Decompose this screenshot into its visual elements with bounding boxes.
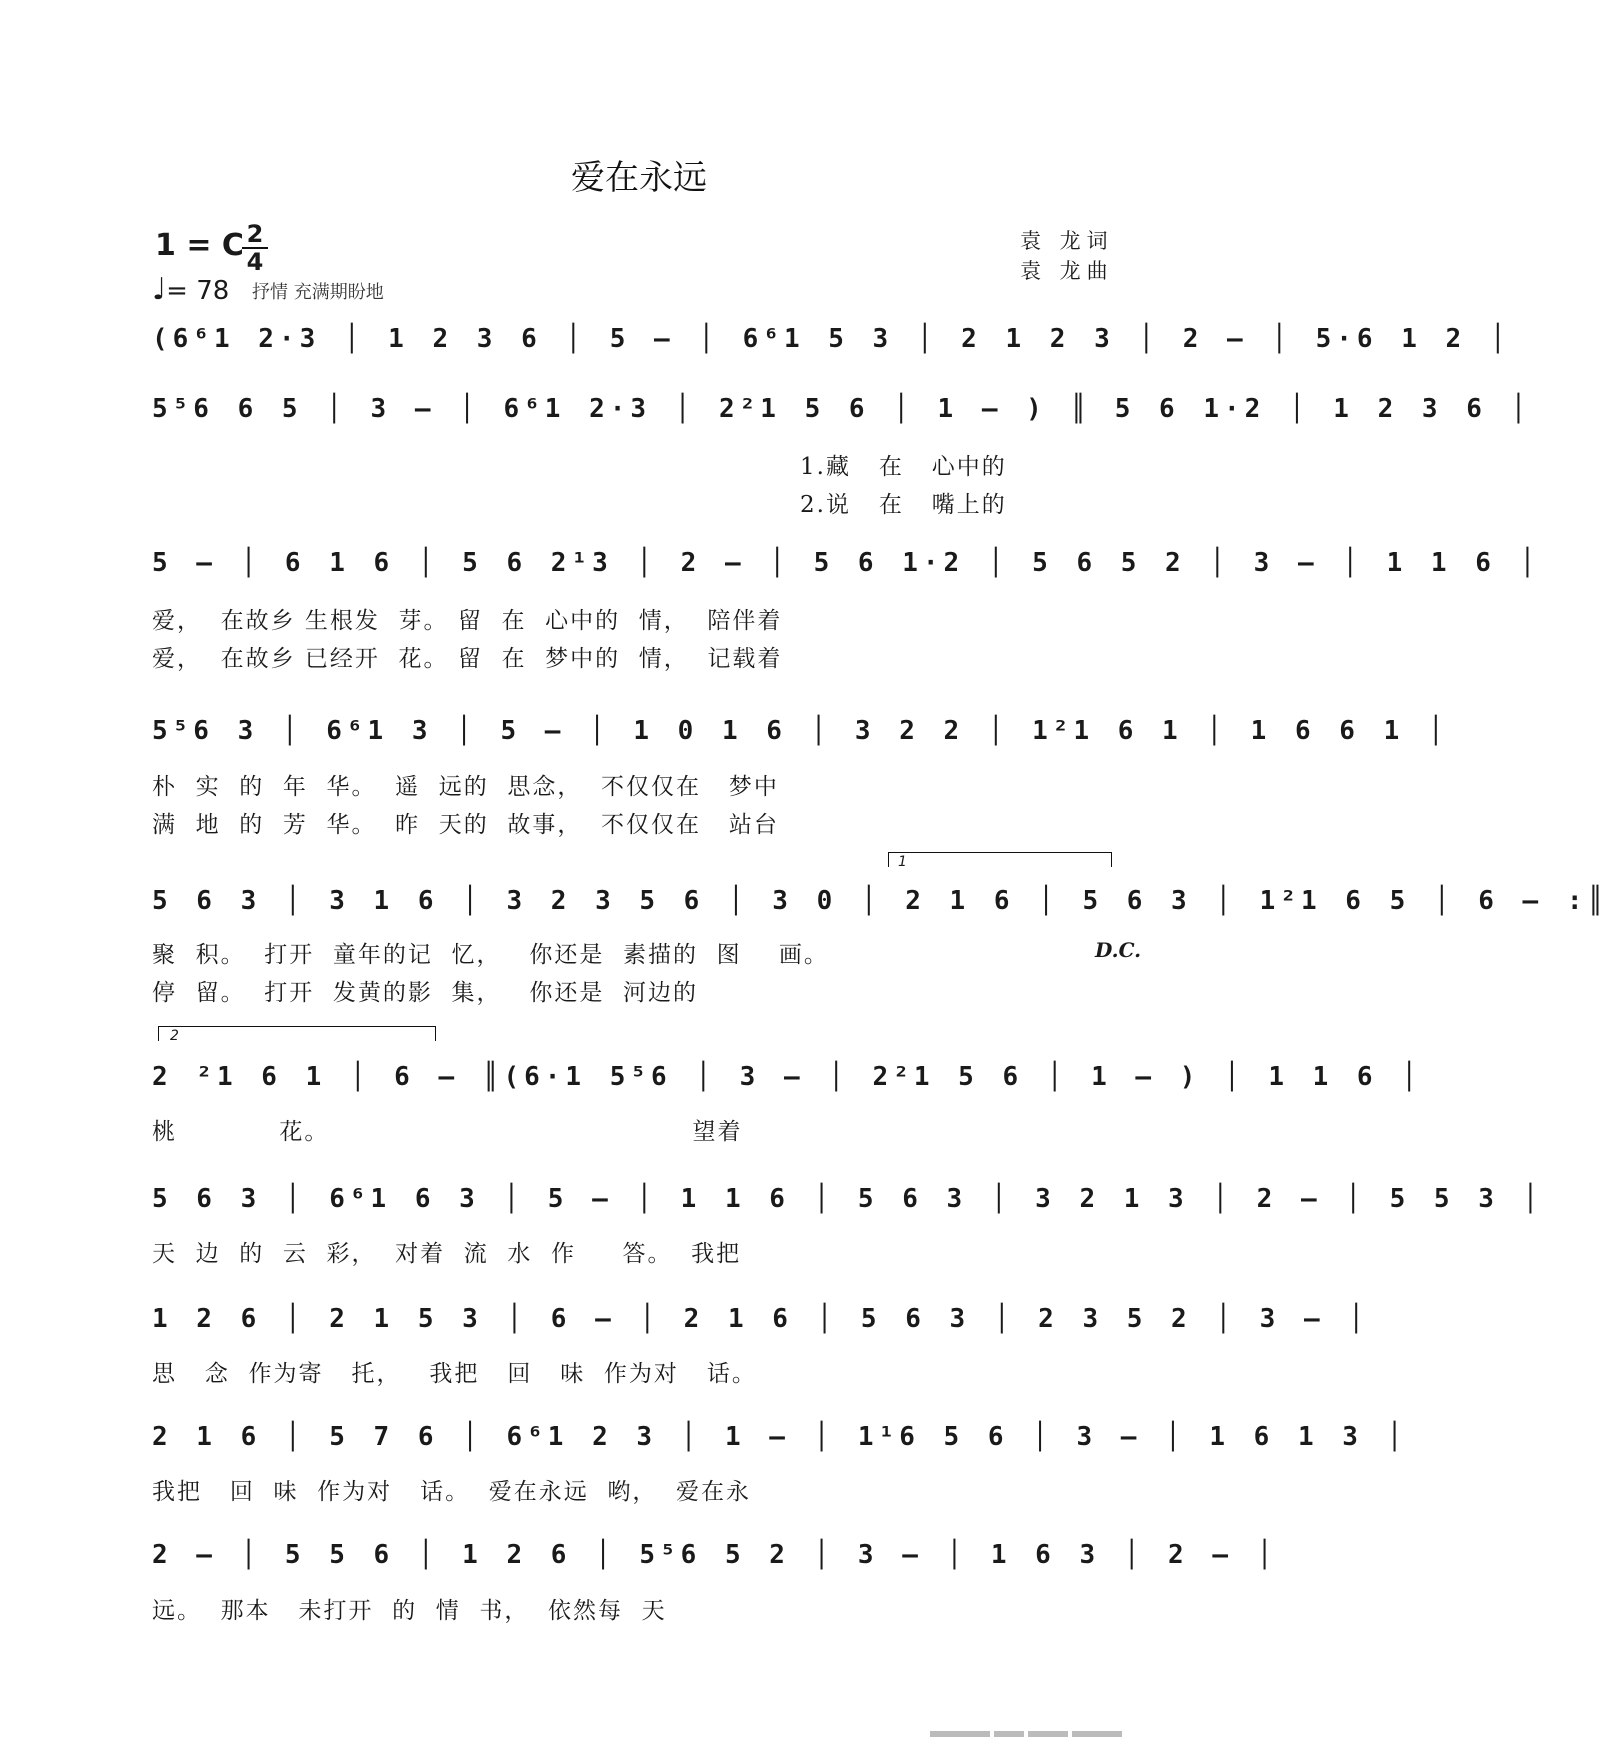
lyric-line: 思 念 作为寄 托， 我把 回 味 作为对 话。 xyxy=(152,1361,757,1387)
score-row-2 xyxy=(152,388,1532,430)
tempo-mark xyxy=(152,272,229,307)
lyric-verse-1: 1.藏 在 心中的 xyxy=(800,454,1007,480)
volta-1-bracket xyxy=(888,852,1112,867)
score-row-10 xyxy=(152,1534,1278,1576)
notation: 1 2 6 │ 2 1 5 3 │ 6 – │ 2 1 6 │ 5 6 3 │ 2 3 5 2 │ 3 – │ xyxy=(152,1304,1369,1334)
notation: 5 – │ 6 1 6 │ 5 6 2¹3 │ 2 – │ 5 6 1·2 │ 5 6 5 2 │ 3 – │ 1 1 6 │ xyxy=(152,548,1541,578)
footer-watermark xyxy=(930,1722,1210,1732)
volta-2-label: 2 xyxy=(170,1028,179,1044)
key-signature: 1 = C xyxy=(155,228,244,263)
composer: 袁 龙曲 xyxy=(1020,259,1114,283)
lyric-verse-2: 满 地 的 芳 华。 昨 天的 故事， 不仅仅在 站台 xyxy=(152,812,779,838)
lyric-line: 我把 回 味 作为对 话。 爱在永远 哟， 爱在永 xyxy=(152,1479,751,1505)
lyric-verse-2: 停 留。 打开 发黄的影 集， 你还是 河边的 xyxy=(152,980,699,1006)
notation: 5 6 3 │ 3 1 6 │ 3 2 3 5 6 │ 3 0 │ 2 1 6 │ 5 6 3 │ 1²1 6 5 │ 6 – :║ xyxy=(152,886,1608,916)
lyric-verse-1: 爱， 在故乡 生根发 芽。 留 在 心中的 情， 陪伴着 xyxy=(152,608,783,634)
lyricist: 袁 龙词 xyxy=(1020,229,1114,253)
score-row-3 xyxy=(152,542,1541,584)
lyric-line: 天 边 的 云 彩， 对着 流 水 作 答。 我把 xyxy=(152,1241,742,1267)
score-row-1 xyxy=(152,318,1511,360)
lyric-line: 远。 那本 未打开 的 情 书， 依然每 天 xyxy=(152,1598,667,1624)
score-row-9 xyxy=(152,1416,1408,1458)
lyric-verse-2: 2.说 在 嘴上的 xyxy=(800,492,1007,518)
quarter-note-icon: ♩ xyxy=(152,272,167,307)
tempo-value: = 78 xyxy=(166,276,230,306)
volta-1-label: 1 xyxy=(898,854,907,870)
score-row-7 xyxy=(152,1178,1544,1220)
lyric-line: 桃 花。 望着 xyxy=(152,1119,743,1145)
lyric-verse-1: 聚 积。 打开 童年的记 忆， 你还是 素描的 图 画。 xyxy=(152,942,829,968)
notation: 5 6 3 │ 6⁶1 6 3 │ 5 – │ 1 1 6 │ 5 6 3 │ 3 2 1 3 │ 2 – │ 5 5 3 │ xyxy=(152,1184,1544,1214)
time-signature-bottom: 4 xyxy=(246,248,264,276)
score-row-6 xyxy=(152,1056,1422,1098)
dc-mark: D.C. xyxy=(1095,938,1142,962)
lyric-verse-2: 爱， 在故乡 已经开 花。 留 在 梦中的 情， 记载着 xyxy=(152,646,783,672)
score-row-8 xyxy=(152,1298,1369,1340)
notation: (6⁶1 2·3 │ 1 2 3 6 │ 5 – │ 6⁶1 5 3 │ 2 1 2 3 │ 2 – │ 5·6 1 2 │ xyxy=(152,324,1511,354)
expression-mark: 抒情 充满期盼地 xyxy=(252,282,384,303)
notation: 2 ²1 6 1 │ 6 – ║(6·1 5⁵6 │ 3 – │ 2²1 5 6 │ 1 – ) │ 1 1 6 │ xyxy=(152,1062,1422,1092)
song-title: 爱在永远 xyxy=(571,158,707,198)
notation: 5⁵6 3 │ 6⁶1 3 │ 5 – │ 1 0 1 6 │ 3 2 2 │ 1²1 6 1 │ 1 6 6 1 │ xyxy=(152,716,1449,746)
notation: 2 – │ 5 5 6 │ 1 2 6 │ 5⁵6 5 2 │ 3 – │ 1 6 3 │ 2 – │ xyxy=(152,1540,1278,1570)
time-signature-top: 2 xyxy=(246,220,264,248)
lyric-verse-1: 朴 实 的 年 华。 遥 远的 思念， 不仅仅在 梦中 xyxy=(152,774,779,800)
score-row-4 xyxy=(152,710,1449,752)
notation: 2 1 6 │ 5 7 6 │ 6⁶1 2 3 │ 1 – │ 1¹6 5 6 │ 3 – │ 1 6 1 3 │ xyxy=(152,1422,1408,1452)
credits xyxy=(1020,226,1114,286)
time-signature xyxy=(240,222,270,274)
notation: 5⁵6 6 5 │ 3 – │ 6⁶1 2·3 │ 2²1 5 6 │ 1 – ) ║ 5 6 1·2 │ 1 2 3 6 │ xyxy=(152,394,1532,424)
volta-2-bracket xyxy=(158,1026,436,1041)
score-row-5 xyxy=(152,880,1608,922)
